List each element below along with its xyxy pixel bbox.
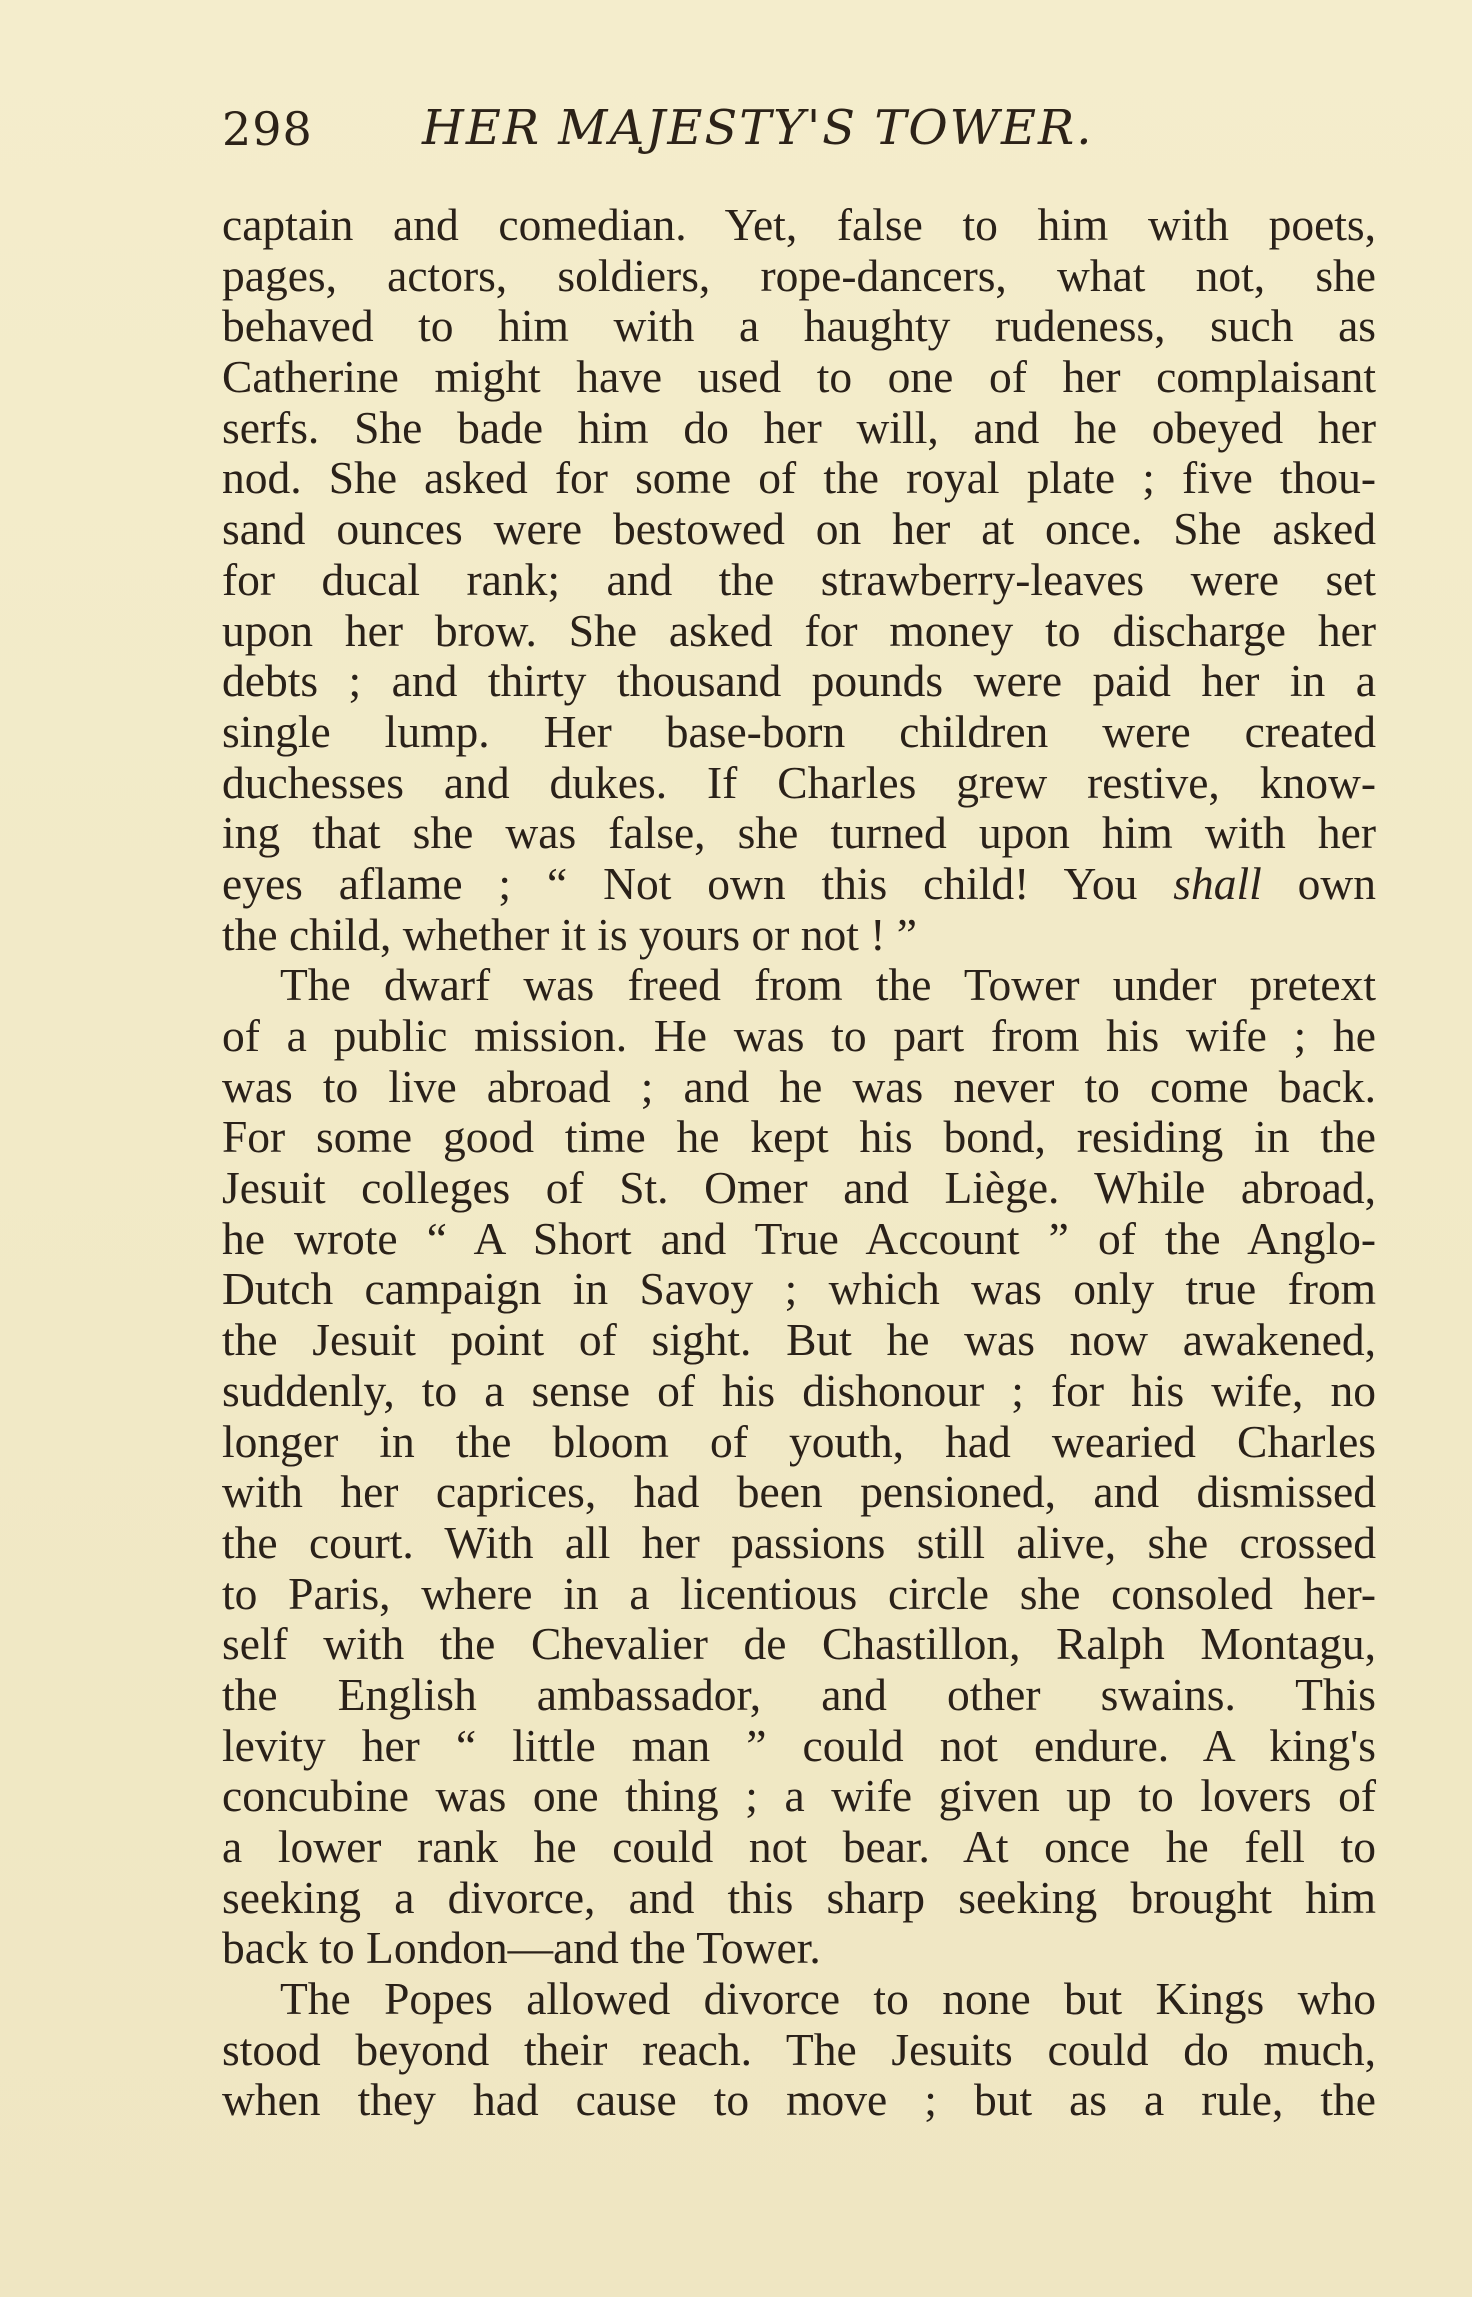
paragraph-last-line: the child, whether it is yours or not ! ” xyxy=(222,909,917,960)
text-line: suddenly, to a sense of his dishonour ; for his wife, no xyxy=(222,1365,1376,1416)
text-line: seeking a divorce, and this sharp seeking brought him xyxy=(222,1872,1376,1923)
text-line: Catherine might have used to one of her complaisant xyxy=(222,352,1376,403)
text-line: duchesses and dukes. If Charles grew restive, know- xyxy=(222,757,1376,808)
page-header xyxy=(222,102,1222,172)
text-line: self with the Chevalier de Chastillon, Ralph Montagu, xyxy=(222,1619,1376,1670)
paragraph-first-line: The dwarf was freed from the Tower under pretext xyxy=(280,960,1376,1011)
text-line: the Jesuit point of sight. But he was now awakened, xyxy=(222,1315,1376,1366)
italic-emphasis: shall xyxy=(1173,858,1262,909)
text-line: nod. She asked for some of the royal plate ; five thou- xyxy=(222,453,1376,504)
text-line: for ducal rank; and the strawberry-leaves were set xyxy=(222,554,1376,605)
text-line: behaved to him with a haughty rudeness, such as xyxy=(222,301,1376,352)
text-line: of a public mission. He was to part from his wife ; he xyxy=(222,1011,1376,1061)
page-number: 298 xyxy=(222,102,313,156)
text-line: was to live abroad ; and he was never to come back. xyxy=(222,1061,1376,1112)
text-line: Jesuit colleges of St. Omer and Liège. While abroad, xyxy=(222,1163,1376,1214)
paragraph-last-line: back to London—and the Tower. xyxy=(222,1923,821,1974)
body-text xyxy=(222,200,1376,2126)
text-line: single lump. Her base-born children were created xyxy=(222,706,1376,757)
text-line: stood beyond their reach. The Jesuits could do much, xyxy=(222,2024,1376,2075)
text-line: sand ounces were bestowed on her at once. She asked xyxy=(222,504,1376,555)
text-line: when they had cause to move ; but as a rule, the xyxy=(222,2075,1376,2126)
text-line: longer in the bloom of youth, had wearied Charles xyxy=(222,1416,1376,1467)
text-line: levity her “ little man ” could not endure. A king's xyxy=(222,1720,1376,1771)
text-line: pages, actors, soldiers, rope-dancers, what not, she xyxy=(222,250,1376,301)
text-line-tail: own xyxy=(1297,858,1376,909)
text-line: the court. With all her passions still alive, she crossed xyxy=(222,1517,1376,1568)
paragraph-first-line: The Popes allowed divorce to none but Kings who xyxy=(280,1974,1376,2025)
text-line: captain and comedian. Yet, false to him with poets, xyxy=(222,200,1376,250)
text-line: to Paris, where in a licentious circle she consoled her- xyxy=(222,1568,1376,1619)
text-line-mixed xyxy=(222,859,1376,910)
text-line-lead: eyes aflame ; “ Not own this child! You xyxy=(222,858,1138,909)
text-line: Dutch campaign in Savoy ; which was only true from xyxy=(222,1264,1376,1315)
text-line: For some good time he kept his bond, residing in the xyxy=(222,1112,1376,1163)
text-line: the English ambassador, and other swains. This xyxy=(222,1669,1376,1720)
text-line: with her caprices, had been pensioned, and dismissed xyxy=(222,1467,1376,1518)
text-line: serfs. She bade him do her will, and he obeyed her xyxy=(222,402,1376,453)
text-line: concubine was one thing ; a wife given up to lovers of xyxy=(222,1771,1376,1822)
running-title: HER MAJESTY'S TOWER. xyxy=(422,100,1094,156)
text-line: a lower rank he could not bear. At once he fell to xyxy=(222,1822,1376,1872)
text-line: upon her brow. She asked for money to discharge her xyxy=(222,605,1376,656)
text-line: he wrote “ A Short and True Account ” of the Anglo- xyxy=(222,1213,1376,1264)
text-line: ing that she was false, she turned upon him with her xyxy=(222,808,1376,859)
text-line: debts ; and thirty thousand pounds were paid her in a xyxy=(222,656,1376,707)
